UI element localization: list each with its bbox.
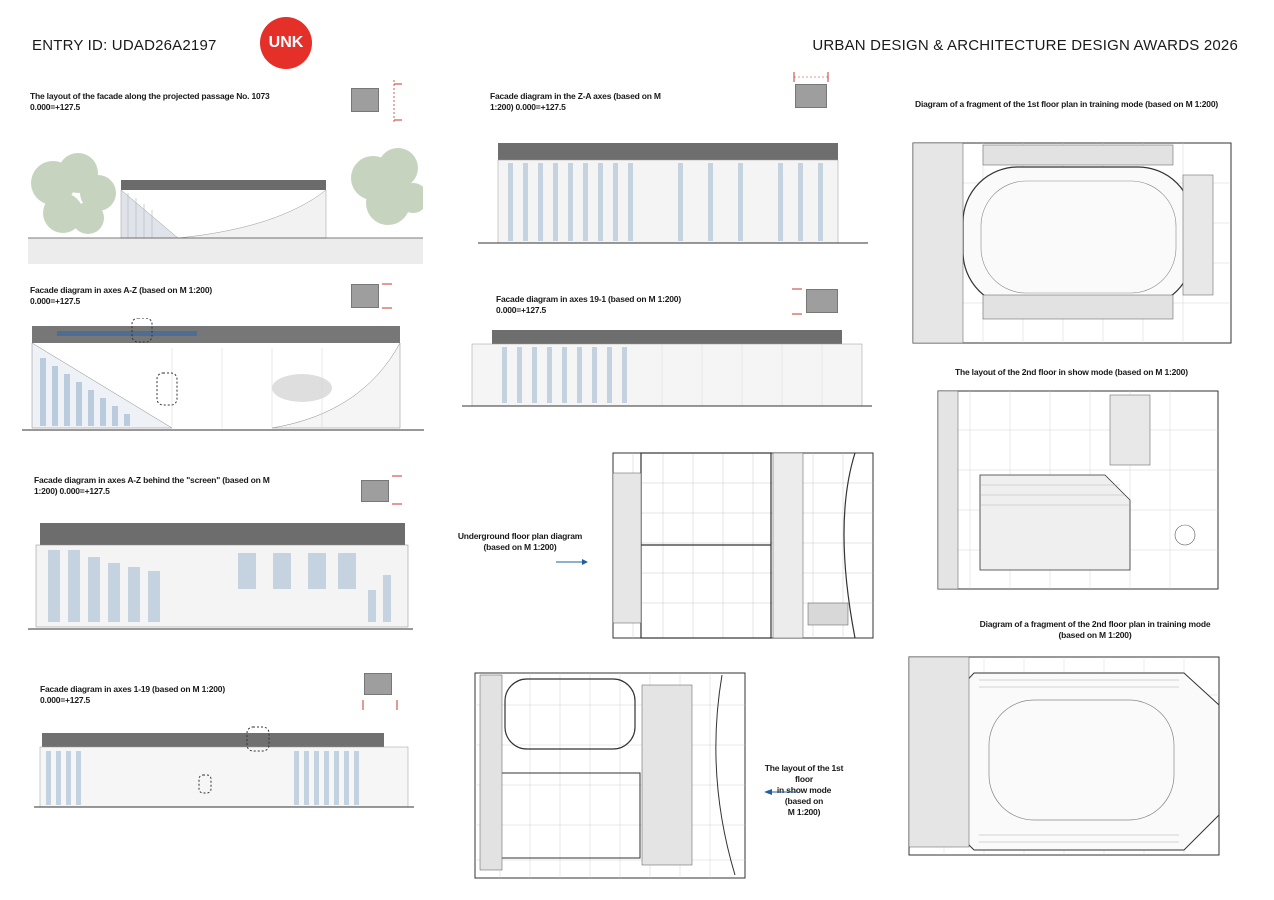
section-key-5 (795, 84, 827, 108)
drawing-facade-z-a (478, 133, 868, 263)
drawing-facade-a-z (22, 318, 424, 446)
section-key-4 (364, 673, 392, 695)
arrow-underground (556, 558, 590, 566)
section-key-3 (361, 480, 389, 502)
drawing-first-floor-show (460, 665, 760, 890)
section-marker-6 (790, 284, 804, 320)
section-key-2 (351, 284, 379, 308)
arrow-first-floor-show (762, 788, 798, 796)
section-marker-3 (390, 470, 404, 510)
section-key-6 (806, 289, 838, 313)
caption-facade-19-1: Facade diagram in axes 19-1 (based on M 1:200) 0.000=+127.5 (496, 294, 681, 315)
entry-id: ENTRY ID: UDAD26A2197 (32, 37, 217, 54)
drawing-facade-screen (28, 505, 413, 645)
caption-facade-z-a: Facade diagram in the Z-A axes (based on M 1:200) 0.000=+127.5 (490, 91, 661, 112)
section-marker-1 (388, 78, 404, 126)
section-marker-5 (788, 70, 834, 84)
unk-logo: UNK (260, 17, 312, 69)
caption-first-floor-show: The layout of the 1st floor in show mode (based on M 1:200) (764, 763, 844, 817)
caption-facade-screen: Facade diagram in axes A-Z behind the "screen" (based on M 1:200) 0.000=+127.5 (34, 475, 270, 496)
drawing-facade-19-1 (462, 322, 872, 416)
section-marker-2 (380, 278, 394, 314)
section-key-1 (351, 88, 379, 112)
drawing-second-floor-training (884, 645, 1234, 880)
section-marker-4 (355, 698, 405, 712)
caption-second-floor-show: The layout of the 2nd floor in show mode (based on M 1:200) (955, 367, 1188, 377)
drawing-facade-1-19 (34, 725, 414, 817)
caption-underground-plan: Underground floor plan diagram (based on M 1:200) (457, 531, 583, 552)
caption-facade-a-z: Facade diagram in axes A-Z (based on M 1:200) 0.000=+127.5 (30, 285, 212, 306)
drawing-passage-facade (28, 138, 423, 264)
caption-second-floor-training: Diagram of a fragment of the 2nd floor plan in training mode (based on M 1:200) (979, 619, 1211, 640)
drawing-second-floor-show (930, 385, 1230, 595)
drawing-underground-plan (593, 443, 883, 651)
caption-first-floor-training: Diagram of a fragment of the 1st floor plan in training mode (based on M 1:200) (915, 99, 1218, 109)
drawing-first-floor-training (903, 135, 1241, 357)
caption-passage-facade: The layout of the facade along the projected passage No. 1073 0.000=+127.5 (30, 91, 270, 112)
awards-title: URBAN DESIGN & ARCHITECTURE DESIGN AWARDS 2026 (812, 37, 1238, 54)
caption-facade-1-19: Facade diagram in axes 1-19 (based on M 1:200) 0.000=+127.5 (40, 684, 225, 705)
